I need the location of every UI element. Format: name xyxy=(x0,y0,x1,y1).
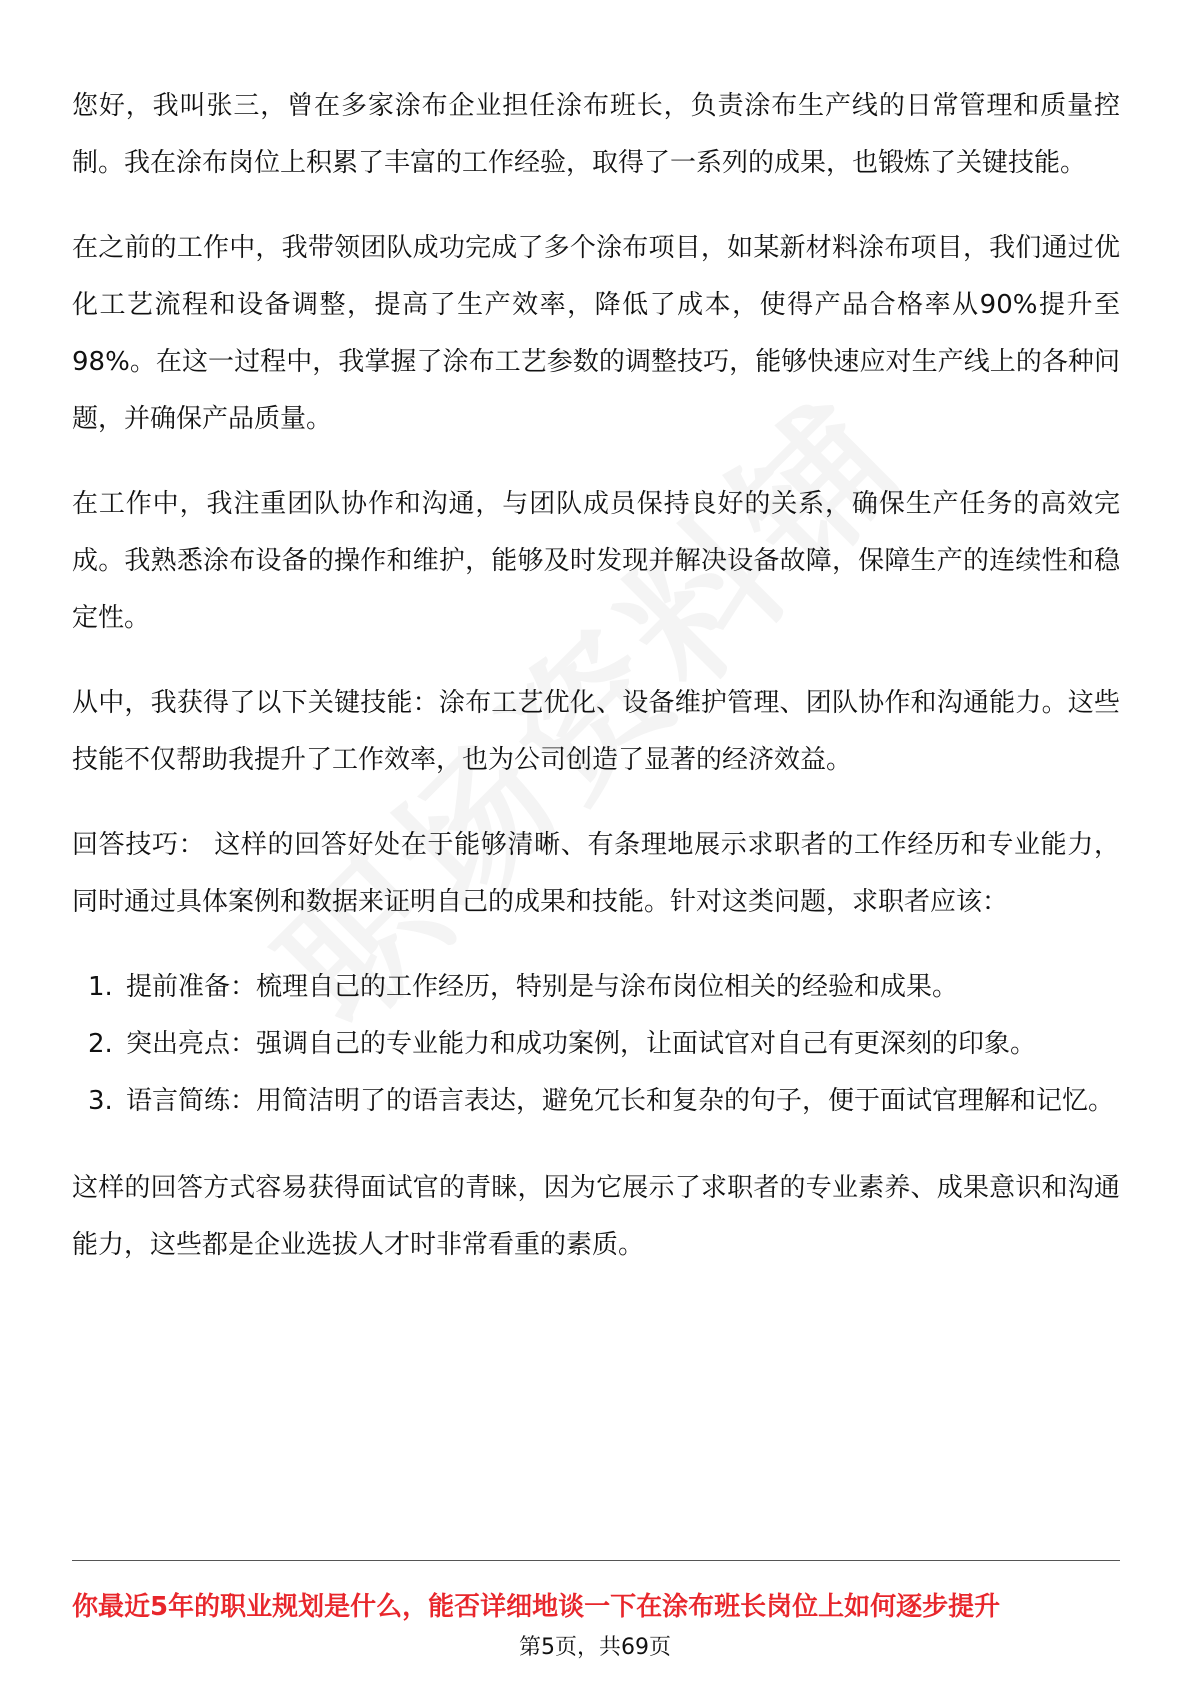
footer-divider xyxy=(72,1560,1120,1561)
paragraph-answer-tips: 回答技巧： 这样的回答好处在于能够清晰、有条理地展示求职者的工作经历和专业能力，同时通过具体案例和数据来证明自己的成果和技能。针对这类问题，求职者应该： xyxy=(72,830,1120,917)
tips-list xyxy=(72,959,1120,1130)
paragraph-teamwork: 在工作中，我注重团队协作和沟通，与团队成员保持良好的关系，确保生产任务的高效完成。我熟悉涂布设备的操作和维护，能够及时发现并解决设备故障，保障生产的连续性和稳定性。 xyxy=(72,489,1120,633)
list-item xyxy=(72,1016,1120,1073)
list-item xyxy=(72,1073,1120,1130)
list-item-text: 语言简练：用简洁明了的语言表达，避免冗长和复杂的句子，便于面试官理解和记忆。 xyxy=(126,1086,1115,1116)
answer-body xyxy=(72,78,1120,1302)
list-item-text: 突出亮点：强调自己的专业能力和成功案例，让面试官对自己有更深刻的印象。 xyxy=(126,1029,1037,1059)
paragraph-intro: 您好，我叫张三，曾在多家涂布企业担任涂布班长，负责涂布生产线的日常管理和质量控制。我在涂布岗位上积累了丰富的工作经验，取得了一系列的成果，也锻炼了关键技能。 xyxy=(72,91,1120,178)
list-item-number: 3. xyxy=(88,1086,113,1116)
paragraph-skills: 从中，我获得了以下关键技能：涂布工艺优化、设备维护管理、团队协作和沟通能力。这些技能不仅帮助我提升了工作效率，也为公司创造了显著的经济效益。 xyxy=(72,688,1120,775)
page-number: 第5页，共69页 xyxy=(519,1635,671,1660)
paragraph-achievements: 在之前的工作中，我带领团队成功完成了多个涂布项目，如某新材料涂布项目，我们通过优化工艺流程和设备调整，提高了生产效率，降低了成本，使得产品合格率从90%提升至98%。在这一过程中，我掌握了涂布工艺参数的调整技巧，能够快速应对生产线上的各种问题，并确保产品质量。 xyxy=(72,233,1120,434)
list-item-number: 1. xyxy=(88,972,113,1002)
paragraph-conclusion: 这样的回答方式容易获得面试官的青睐，因为它展示了求职者的专业素养、成果意识和沟通能力，这些都是企业选拔人才时非常看重的素质。 xyxy=(72,1173,1120,1260)
list-item-text: 提前准备：梳理自己的工作经历，特别是与涂布岗位相关的经验和成果。 xyxy=(126,972,959,1002)
list-item-number: 2. xyxy=(88,1029,113,1059)
next-question-heading: 你最近5年的职业规划是什么，能否详细地谈一下在涂布班长岗位上如何逐步提升 xyxy=(72,1592,1001,1622)
list-item xyxy=(72,959,1120,1016)
